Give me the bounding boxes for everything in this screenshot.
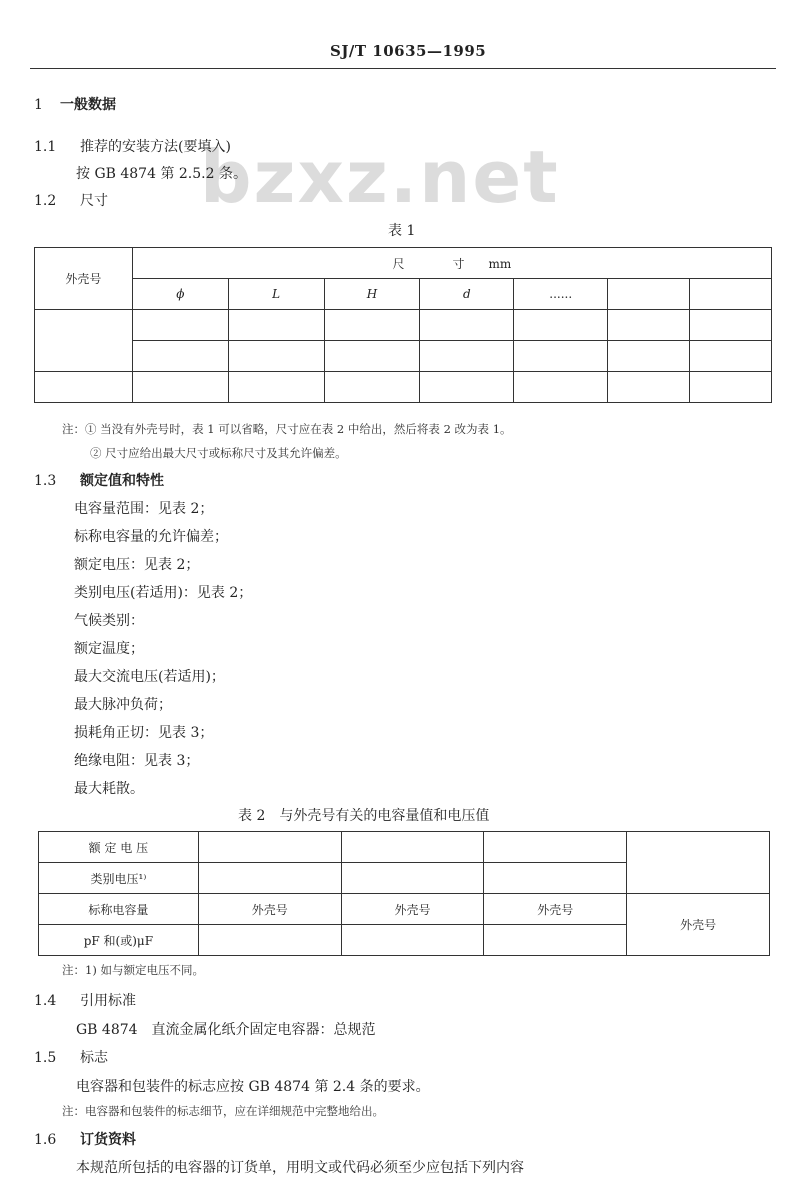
table-2-outline-col-1: 外壳号 <box>198 894 341 925</box>
table-1-dimensions-header: 尺 寸 mm <box>132 248 771 279</box>
table-1-col-more: ...... <box>514 279 608 310</box>
section-1-3-heading <box>34 470 164 490</box>
table-2-rated-voltage-label: 额 定 电 压 <box>39 832 199 863</box>
rating-item: 标称电容量的允许偏差； <box>74 529 228 545</box>
table-1-note-1: 注：① 当没有外壳号时，表 1 可以省略，尺寸应在表 2 中给出，然后将表 2 改为表 1。 <box>62 422 512 436</box>
table-2-caption: 表 2 与外壳号有关的电容量值和电压值 <box>238 808 490 824</box>
header-rule <box>30 68 776 69</box>
rating-item: 绝缘电阻：见表 3； <box>74 753 200 769</box>
section-1-6-number: 1.6 <box>34 1132 57 1148</box>
section-1-5-heading <box>34 1047 108 1067</box>
section-1-4-number: 1.4 <box>34 993 57 1009</box>
rating-item: 额定温度； <box>74 641 144 657</box>
section-1-6-heading <box>34 1129 136 1149</box>
rating-item: 损耗角正切：见表 3； <box>74 725 214 741</box>
section-1-5-text: 电容器和包装件的标志应按 GB 4874 第 2.4 条的要求。 <box>76 1079 430 1095</box>
section-1-1-text: 按 GB 4874 第 2.5.2 条。 <box>76 166 247 182</box>
standard-number: SJ/T 10635—1995 <box>330 42 487 60</box>
section-1-2-heading <box>34 190 108 210</box>
section-1-1-number: 1.1 <box>34 139 57 155</box>
table-1-outline-header: 外壳号 <box>35 248 133 310</box>
section-1-2-title: 尺寸 <box>80 193 108 209</box>
table-2-outline-col-3: 外壳号 <box>484 894 627 925</box>
table-1-col-h: H <box>324 279 420 310</box>
table-1-col-blank-2 <box>690 279 772 310</box>
table-1-col-d: d <box>420 279 514 310</box>
table-1-note-2: ② 尺寸应给出最大尺寸或标称尺寸及其允许偏差。 <box>90 446 347 460</box>
table-2-category-voltage-label: 类别电压¹⁾ <box>39 863 199 894</box>
section-1-3-number: 1.3 <box>34 473 57 489</box>
section-1-2-number: 1.2 <box>34 193 57 209</box>
section-1-heading <box>34 94 116 114</box>
table-2-outline-col-2: 外壳号 <box>341 894 484 925</box>
section-1-6-text: 本规范所包括的电容器的订货单，用明文或代码必须至少应包括下列内容 <box>76 1160 524 1176</box>
section-1-4-text: GB 4874 直流金属化纸介固定电容器：总规范 <box>76 1022 376 1038</box>
table-2-capacitance-unit-label: pF 和(或)μF <box>39 925 199 956</box>
section-1-title: 一般数据 <box>60 97 116 113</box>
table-1-caption: 表 1 <box>388 223 416 239</box>
table-1-col-l: L <box>228 279 324 310</box>
watermark: bzxz.net <box>200 135 560 219</box>
section-1-number: 1 <box>34 97 43 113</box>
table-2-outline-col-4: 外壳号 <box>627 894 770 956</box>
rating-item: 类别电压(若适用)：见表 2； <box>74 585 253 601</box>
section-1-3-title: 额定值和特性 <box>80 473 164 489</box>
rating-item: 电容量范围：见表 2； <box>74 501 214 517</box>
section-1-6-title: 订货资料 <box>80 1132 136 1148</box>
table-row <box>35 310 772 341</box>
table-row <box>35 372 772 403</box>
table-1 <box>34 247 772 403</box>
section-1-5-number: 1.5 <box>34 1050 57 1066</box>
section-1-5-note: 注：电容器和包装件的标志细节，应在详细规范中完整地给出。 <box>62 1104 384 1118</box>
rating-item: 额定电压：见表 2； <box>74 557 200 573</box>
table-2-note: 注：1) 如与额定电压不同。 <box>62 963 204 977</box>
table-2-capacitance-label: 标称电容量 <box>39 894 199 925</box>
section-1-4-heading <box>34 990 136 1010</box>
section-1-4-title: 引用标准 <box>80 993 136 1009</box>
table-1-col-blank-1 <box>608 279 690 310</box>
section-1-1-title: 推荐的安装方法(要填入) <box>80 139 231 155</box>
table-row <box>35 341 772 372</box>
section-1-1-heading <box>34 136 231 156</box>
rating-item: 气候类别： <box>74 613 144 629</box>
rating-item: 最大耗散。 <box>74 781 144 797</box>
table-2 <box>38 831 770 956</box>
section-1-5-title: 标志 <box>80 1050 108 1066</box>
rating-item: 最大交流电压(若适用)； <box>74 669 225 685</box>
table-1-col-phi: ϕ <box>132 279 228 310</box>
rating-item: 最大脉冲负荷； <box>74 697 172 713</box>
